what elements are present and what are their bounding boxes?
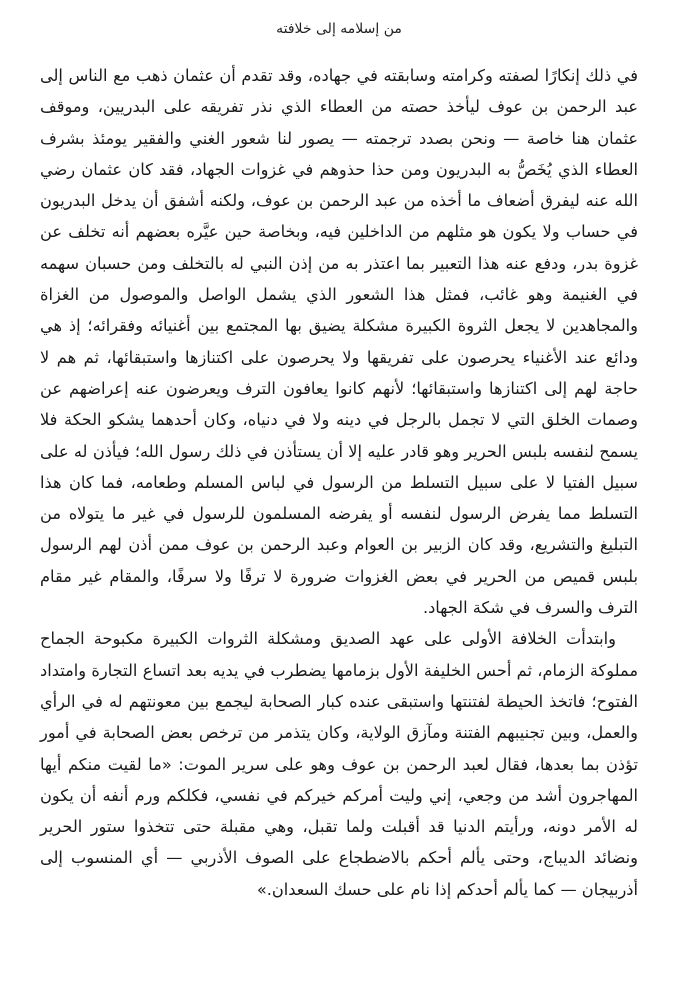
body-text: [40, 60, 638, 905]
paragraph-2: وابتدأت الخلافة الأولى على عهد الصديق ومشكلة الثروات الكبيرة مكبوحة الجماح مملوكة الزمام، ثم أحس الخليفة الأول بزمامها يضطرب في يديه بعد اتساع التجارة وامتداد الفتوح؛ فاتخذ الحيطة لفتنتها واستبقى عنده كبار الصحابة ليجمع بين معونتهم له في الرأي والعمل، وبين تجنيبهم الفتنة ومآزق الولاية، وكان يتذمر من ترخص بعض الصحابة في أمور تؤذن بما بعدها، فقال لعبد الرحمن بن عوف وهو على سرير الموت: «ما لقيت منكم أيها المهاجرون أشد من وجعي، إني وليت أمركم خيركم في نفسي، فكلكم ورم أنفه أن يكون له الأمر دونه، ورأيتم الدنيا قد أقبلت ولما تقبل، وهي مقبلة حتى تتخذوا ستور الحرير ونضائد الديباج، وحتى يألم أحكم بالاضطجاع على الصوف الأذربي — أي المنسوب إلى أذربيجان — كما يألم أحدكم إذا نام على حسك السعدان.»: [40, 629, 638, 899]
running-header: من إسلامه إلى خلافته: [276, 21, 402, 37]
paragraph-1: في ذلك إنكارًا لصفته وكرامته وسابقته في جهاده، وقد تقدم أن عثمان ذهب مع الناس إلى عبد الرحمن بن عوف ليأخذ حصته من العطاء الذي نذر تفريقه على البدريين، وموقف عثمان هنا خاصة — ونحن بصدد ترجمته — يصور لنا شعور الغني والفقير يومئذ بشرف العطاء الذي يُخَصُّ به البدريون ومن حذا حذوهم في غزوات الجهاد، فقد كان عثمان رضي الله عنه ليفرق أضعاف ما أخذه من عبد الرحمن بن عوف، ولكنه أشفق أن يدخل البدريون في حساب ولا يكون هو مثلهم من الداخلين فيه، وبخاصة حين عيَّره بعضهم أنه تخلف عن غزوة بدر، ودفع عنه هذا التعبير بما اعتذر به من إذن النبي له بالتخلف ومن حسبان سهمه في الغنيمة وهو غائب، فمثل هذا الشعور الذي يشمل الواصل والموصول من الغزاة والمجاهدين لا يجعل الثروة الكبيرة مشكلة يضيق بها المجتمع بين أغنيائه وفقرائه؛ إذ هي ودائع عند الأغنياء يحرصون على تفريقها ولا يحرصون على اكتنازها واستبقائها، ثم هم لا حاجة لهم إلى اكتنازها واستبقائها؛ لأنهم كانوا يعافون الترف ويعرضون عنه إعراضهم عن وصمات الخلق التي لا تجمل بالرجل في دينه ولا في دنياه، وكان أحدهما يشكو الحكة فلا يسمح لنفسه بلبس الحرير وهو قادر عليه إلا أن يستأذن في ذلك رسول الله؛ فيأذن له على سبيل الفتيا لا على سبيل التسلط من الرسول في لباس المسلم وطعامه، فما كان هذا التسلط مما يفرض الرسول لنفسه أو يفرضه المسلمون للرسول في غير ما يتولاه من التبليغ والتشريع، وقد كان الزبير بن العوام وعبد الرحمن بن عوف ممن أذن لهم الرسول بلبس قميص من الحرير في بعض الغزوات ضرورة لا ترفًا ولا سرفًا، والمقام غير مقام الترف والسرف في شكة الجهاد.: [40, 66, 638, 618]
